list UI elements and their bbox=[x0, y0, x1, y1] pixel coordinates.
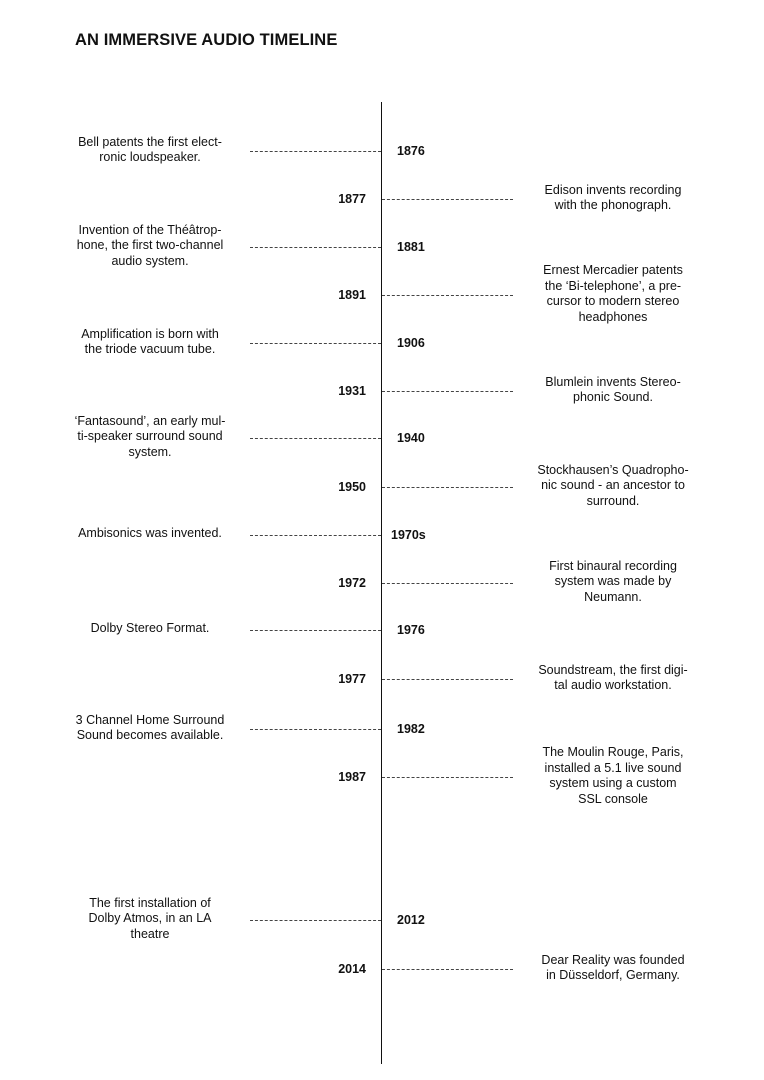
event-description-line: ti-speaker surround sound bbox=[77, 429, 223, 444]
event-year: 1876 bbox=[397, 144, 425, 158]
event-description bbox=[533, 263, 693, 325]
timeline-connector bbox=[382, 391, 513, 392]
timeline-connector bbox=[250, 535, 381, 536]
event-description-line: Dear Reality was founded bbox=[541, 952, 685, 967]
event-year: 2012 bbox=[397, 913, 425, 927]
timeline-connector bbox=[382, 969, 513, 970]
event-year: 1950 bbox=[338, 480, 366, 494]
event-description-line: the ‘Bi-telephone’, a pre- bbox=[544, 278, 682, 293]
event-description-line: headphones bbox=[578, 309, 648, 324]
timeline-connector bbox=[382, 679, 513, 680]
event-description-line: First binaural recording bbox=[549, 558, 677, 573]
timeline-connector bbox=[250, 729, 381, 730]
event-description bbox=[70, 621, 230, 637]
event-description bbox=[70, 135, 230, 166]
event-description bbox=[70, 327, 230, 358]
event-description-line: Neumann. bbox=[584, 589, 642, 604]
timeline-connector bbox=[382, 583, 513, 584]
event-description-line: system. bbox=[128, 444, 172, 459]
event-description bbox=[533, 559, 693, 606]
event-description-line: phonic Sound. bbox=[573, 390, 653, 404]
event-description bbox=[533, 745, 693, 807]
event-year: 1976 bbox=[397, 623, 425, 637]
page-title: AN IMMERSIVE AUDIO TIMELINE bbox=[75, 31, 338, 49]
event-year: 1977 bbox=[338, 672, 366, 686]
timeline-connector bbox=[250, 630, 381, 631]
event-description-line: theatre bbox=[130, 926, 170, 941]
event-description bbox=[533, 663, 693, 694]
event-description-line: hone, the first two-channel bbox=[76, 238, 224, 253]
event-description-line: Bell patents the first elect- bbox=[78, 134, 222, 149]
event-description-line: Edison invents recording bbox=[544, 182, 682, 197]
timeline-connector bbox=[382, 487, 513, 488]
event-description-line: Amplification is born with bbox=[81, 326, 219, 341]
event-description-line: ‘Fantasound’, an early mul- bbox=[74, 413, 226, 428]
event-description-line: Ambisonics was invented. bbox=[78, 526, 222, 541]
event-description-line: surround. bbox=[586, 493, 640, 508]
event-year: 1987 bbox=[338, 770, 366, 784]
event-description-line: Dolby Stereo Format. bbox=[90, 621, 210, 636]
event-description-line: SSL console bbox=[578, 791, 648, 806]
event-description-line: Ernest Mercadier patents bbox=[543, 263, 683, 277]
event-description-line: cursor to modern stereo bbox=[546, 294, 680, 308]
event-description-line: ronic loudspeaker. bbox=[99, 150, 201, 164]
event-description-line: system was made by bbox=[554, 574, 672, 589]
event-description-line: Stockhausen’s Quadropho- bbox=[537, 462, 689, 477]
event-description bbox=[70, 414, 230, 461]
event-year: 1931 bbox=[338, 384, 366, 398]
event-year: 1906 bbox=[397, 336, 425, 350]
event-description-line: system using a custom bbox=[549, 776, 677, 790]
timeline-connector bbox=[382, 295, 513, 296]
event-description-line: Invention of the Théâtrop- bbox=[78, 222, 222, 237]
timeline-connector bbox=[250, 247, 381, 248]
event-description-line: The first installation of bbox=[89, 895, 211, 910]
event-year: 1881 bbox=[397, 240, 425, 254]
event-year: 2014 bbox=[338, 962, 366, 976]
event-year: 1877 bbox=[338, 192, 366, 206]
timeline-connector bbox=[250, 343, 381, 344]
event-description bbox=[70, 896, 230, 943]
event-description bbox=[533, 183, 693, 214]
event-description bbox=[70, 223, 230, 270]
event-description-line: nic sound - an ancestor to bbox=[541, 478, 685, 493]
event-year: 1970s bbox=[391, 528, 426, 542]
event-description-line: Sound becomes available. bbox=[76, 728, 224, 742]
event-year: 1891 bbox=[338, 288, 366, 302]
event-year: 1940 bbox=[397, 431, 425, 445]
event-description-line: The Moulin Rouge, Paris, bbox=[542, 745, 684, 759]
event-description-line: in Düsseldorf, Germany. bbox=[546, 968, 680, 982]
event-description bbox=[533, 463, 693, 510]
event-description bbox=[533, 375, 693, 406]
event-description bbox=[70, 526, 230, 542]
timeline-connector bbox=[250, 920, 381, 921]
timeline-connector bbox=[250, 151, 381, 152]
event-description-line: Dolby Atmos, in an LA bbox=[88, 911, 212, 926]
timeline-connector bbox=[382, 199, 513, 200]
timeline-connector bbox=[382, 777, 513, 778]
event-description-line: tal audio workstation. bbox=[554, 678, 672, 692]
event-description-line: with the phonograph. bbox=[554, 198, 672, 212]
event-description-line: 3 Channel Home Surround bbox=[75, 712, 225, 727]
event-description bbox=[70, 713, 230, 744]
event-description-line: Soundstream, the first digi- bbox=[538, 662, 688, 677]
event-description-line: audio system. bbox=[111, 253, 189, 268]
event-year: 1972 bbox=[338, 576, 366, 590]
event-description-line: the triode vacuum tube. bbox=[84, 342, 216, 356]
event-description-line: installed a 5.1 live sound bbox=[544, 760, 682, 775]
event-description bbox=[533, 953, 693, 984]
event-description-line: Blumlein invents Stereo- bbox=[545, 374, 681, 389]
event-year: 1982 bbox=[397, 722, 425, 736]
timeline-connector bbox=[250, 438, 381, 439]
